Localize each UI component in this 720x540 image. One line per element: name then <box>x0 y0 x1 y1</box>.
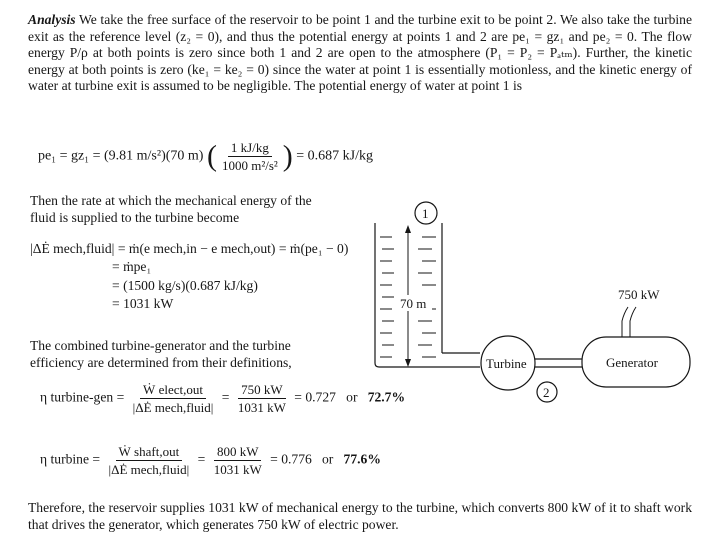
analysis-heading: Analysis <box>28 12 76 27</box>
height-arrow-top-head <box>405 225 411 233</box>
eta-t-result: = 0.776 <box>270 451 312 467</box>
power-label: 750 kW <box>618 287 660 302</box>
potential-energy-equation: pe₁ = gz₁ = (9.81 m/s²)(70 m) ( $\frac{1 kJ/kg}{\text{1000 m²/s²}}$ ) = 0.687 kJ/kg <box>38 139 374 173</box>
height-arrow-bottom-head <box>405 359 411 367</box>
eq2-line2: = ṁpe₁ <box>112 259 152 275</box>
eq2-line1-rhs: = ṁ(e mech,in − e mech,out) = ṁ(pe₁ − 0) <box>117 241 349 256</box>
eta-t-fraction-1: $\frac{\text{Ẇ shaft,out}}{\text{|ΔĖ mech,fluid|}}$ <box>108 444 190 477</box>
eq2-line1-lhs: |ΔĖ mech,fluid| <box>30 241 115 256</box>
point-2-label: 2 <box>543 385 550 400</box>
eta-tg-percent: 72.7% <box>367 389 406 405</box>
turbine-diagram <box>360 195 700 410</box>
combined-paragraph: The combined turbine-generator and the turbine efficiency are determined from their definitions, <box>30 338 292 370</box>
eq1-fraction: $\frac{1 kJ/kg}{\text{1000 m²/s²}}$ <box>221 140 278 173</box>
eq1-lhs: pe₁ = gz₁ = (9.81 m/s²)(70 m) <box>38 148 204 164</box>
rate-paragraph: Then the rate at which the mechanical energy of the fluid is supplied to the turbine become <box>30 193 312 225</box>
point-1-label: 1 <box>422 206 429 221</box>
mechanical-energy-equation <box>30 240 348 314</box>
analysis-paragraph <box>28 12 692 95</box>
generator-label: Generator <box>606 355 658 370</box>
height-label: 70 m <box>400 296 427 311</box>
eta-tg-or: or <box>346 389 358 405</box>
eta-tg-fraction-2: $\frac{750 kW}{1031 kW}$ <box>237 382 286 415</box>
wire-right <box>630 307 636 337</box>
wire-left <box>622 307 628 337</box>
eta-t-fraction-2: $\frac{800 kW}{1031 kW}$ <box>213 444 262 477</box>
turbine-label: Turbine <box>486 356 527 371</box>
eq1-rhs: = 0.687 kJ/kg <box>296 148 374 164</box>
eta-tg-symbol: η turbine-gen <box>40 389 114 405</box>
conclusion-paragraph: Therefore, the reservoir supplies 1031 kW of mechanical energy to the turbine, which converts 800 kW of it to shaft work that drives the generator, which generates 750 kW of electric power. <box>28 500 692 532</box>
eta-t-symbol: η turbine <box>40 451 90 467</box>
eta-tg-result: = 0.727 <box>294 389 336 405</box>
eta-t-percent: 77.6% <box>343 451 381 467</box>
eta-t-or: or <box>322 451 334 467</box>
eq2-line3: = (1500 kg/s)(0.687 kJ/kg) <box>112 277 258 293</box>
eta-tg-fraction-1: $\frac{\text{Ẇ elect,out}}{\text{|ΔĖ mech,fluid|}}$ <box>132 382 214 415</box>
eq2-line4: = 1031 kW <box>112 296 174 312</box>
turbine-efficiency-equation: η turbine = $\frac{\text{Ẇ shaft,out}}{\text{|ΔĖ mech,fluid|}}$ = $\frac{800 kW}{1031 kW}$ = 0.776 or 77.6% <box>40 444 381 477</box>
analysis-text: We take the free surface of the reservoir to be point 1 and the turbine exit to be point 2. We also take the turbine exit as the reference level (z₂ = 0), and thus the potential energy at points 1 and 2 are pe₁ = gz₁ and pe₂ = 0. The flow energy P/ρ at both points is zero since both 1 and 2 are open to the atmosphere (P₁ = P₂ = Pₐₜₘ). Further, the kinetic energy at both points is zero (ke₁ = ke₂ = 0) since the water at point 1 is essentially motionless, and the kinetic energy of water at turbine exit is assumed to be negligible. The potential energy of water at point 1 is <box>28 12 692 94</box>
turbine-gen-efficiency-equation: η turbine-gen = $\frac{\text{Ẇ elect,out}}{\text{|ΔĖ mech,fluid|}}$ = $\frac{750 kW}{1031 kW}$ = 0.727 or 72.7% <box>40 382 406 415</box>
